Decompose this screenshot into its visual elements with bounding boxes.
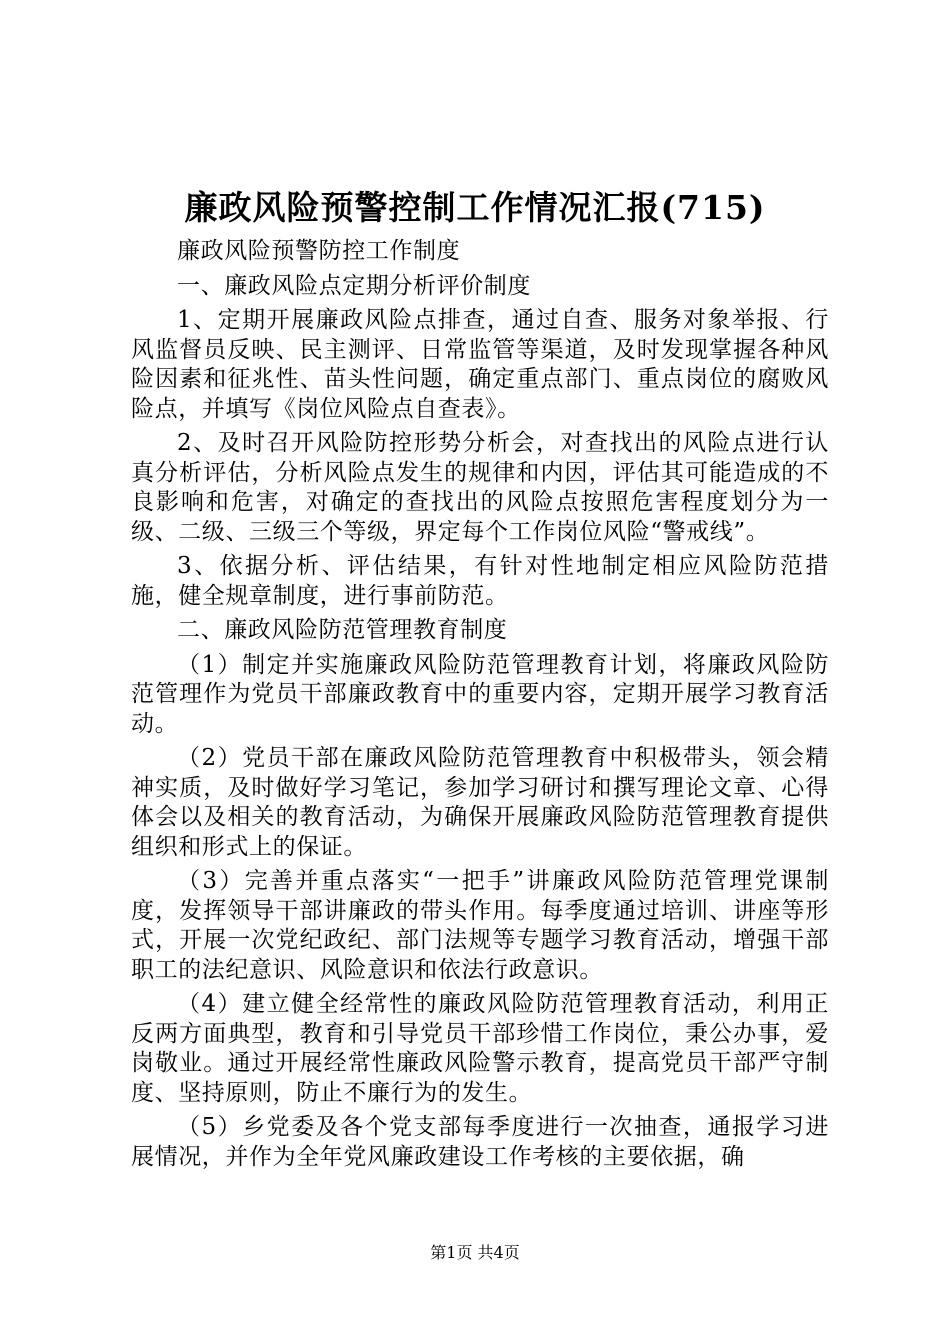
paragraph-item-2: 2、及时召开风险防控形势分析会，对查找出的风险点进行认真分析评估，分析风险点发生的规律和内因，评估其可能造成的不良影响和危害，对确定的查找出的风险点按照危害程度划分为一级、二级、三级三个等级，界定每个工作岗位风险“警戒线”。: [131, 430, 829, 545]
paragraph-sub-5: （5）乡党委及各个党支部每季度进行一次抽查，通报学习进展情况，并作为全年党风廉政建设工作考核的主要依据，确: [131, 1114, 829, 1170]
paragraph-sub-1: （1）制定并实施廉政风险防范管理教育计划，将廉政风险防范管理作为党员干部廉政教育中的重要内容，定期开展学习教育活动。: [131, 651, 829, 737]
paragraph-sub-2: （2）党员干部在廉政风险防范管理教育中积极带头，领会精神实质，及时做好学习笔记，参加学习研讨和撰写理论文章、心得体会以及相关的教育活动，为确保开展廉政风险防范管理教育提供组织和形式上的保证。: [131, 745, 829, 860]
document-body: [131, 237, 829, 1177]
paragraph-heading-2: 二、廉政风险防范管理教育制度: [177, 617, 508, 643]
paragraph-heading-1: 一、廉政风险点定期分析评价制度: [177, 272, 531, 299]
document-title: 廉政风险预警控制工作情况汇报(715): [184, 188, 766, 227]
page-footer: 第1页 共4页: [430, 1243, 520, 1262]
paragraph-item-1: 1、定期开展廉政风险点排查，通过自查、服务对象举报、行风监督员反映、民主测评、日常监管等渠道，及时发现掌握各种风险因素和征兆性、苗头性问题，确定重点部门、重点岗位的腐败风险点，并填写《岗位风险点自查表》。: [131, 307, 829, 422]
paragraph-sub-4: （4）建立健全经常性的廉政风险防范管理教育活动，利用正反两方面典型，教育和引导党员干部珍惜工作岗位，秉公办事，爱岗敬业。通过开展经常性廉政风险警示教育，提高党员干部严守制度、坚持原则，防止不廉行为的发生。: [131, 991, 829, 1106]
paragraph-sub-3: （3）完善并重点落实“一把手”讲廉政风险防范管理党课制度，发挥领导干部讲廉政的带头作用。每季度通过培训、讲座等形式，开展一次党纪政纪、部门法规等专题学习教育活动，增强干部职工的法纪意识、风险意识和依法行政意识。: [131, 868, 829, 983]
paragraph-item-3: 3、依据分析、评估结果，有针对性地制定相应风险防范措施，健全规章制度，进行事前防范。: [131, 553, 829, 609]
paragraph-subtitle: 廉政风险预警防控工作制度: [177, 238, 461, 264]
